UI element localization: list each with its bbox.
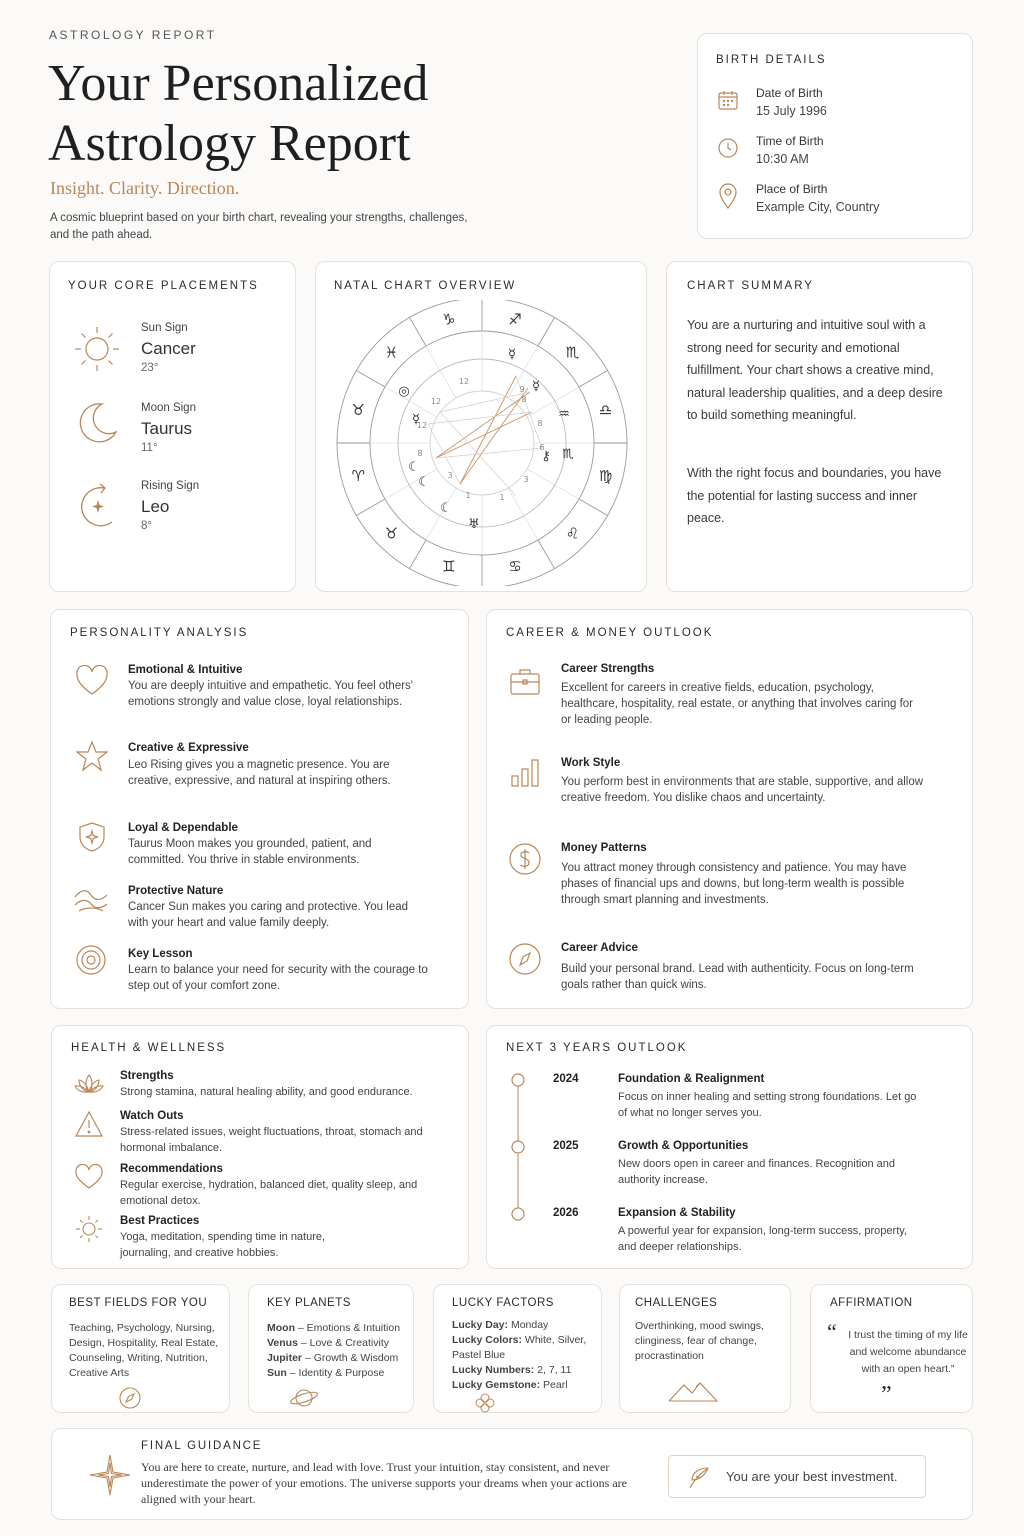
zodiac-sign-glyph: ♈ <box>351 467 366 486</box>
sun-icon <box>72 324 122 374</box>
personality-text-3: Taurus Moon makes you grounded, patient, and committed. You thrive in stable environments. <box>128 838 372 866</box>
challenges-title: CHALLENGES <box>635 1297 718 1309</box>
briefcase-icon <box>509 666 541 696</box>
health-head-3: Recommendations <box>120 1163 223 1175</box>
challenges-card <box>619 1284 791 1413</box>
birth-details-title: BIRTH DETAILS <box>716 54 827 66</box>
chart-summary-card <box>666 261 973 592</box>
career-head-3: Money Patterns <box>561 842 647 854</box>
outlook-text-2: New doors open in career and finances. Recognition and authority increase. <box>618 1158 896 1186</box>
house-number: 8 <box>521 395 527 404</box>
zodiac-sign-glyph: ♑ <box>442 310 456 329</box>
natal-chart-title: NATAL CHART OVERVIEW <box>334 280 517 292</box>
outlook-text-1: Focus on inner healing and setting strong foundations. Let go of what no longer serves you. <box>618 1091 917 1119</box>
outlook-text-3: A powerful year for expansion, long-term success, property, and deeper relationships. <box>618 1225 907 1253</box>
house-number: 8 <box>417 449 423 458</box>
clock-icon <box>716 136 740 160</box>
rising-icon <box>74 480 120 530</box>
planet-glyph: ♅ <box>468 517 480 532</box>
house-number: 12 <box>416 421 428 430</box>
natal-chart-wheel <box>336 300 628 586</box>
compass-small-icon <box>118 1386 142 1410</box>
personality-head-2: Creative & Expressive <box>128 742 249 754</box>
planet-glyph: ☾ <box>408 460 420 475</box>
intro-text: A cosmic blueprint based on your birth chart, revealing your strengths, challenges, and the path ahead. <box>50 212 468 241</box>
challenges-text: Overthinking, mood swings, clinginess, fear of change, procrastination <box>635 1320 764 1362</box>
moon-sign-label: Moon Sign <box>141 402 196 414</box>
rising-sign-value: Leo <box>141 497 170 516</box>
sun-sign-degree: 23° <box>141 362 159 374</box>
house-number: 3 <box>447 471 453 480</box>
warning-icon <box>74 1110 104 1138</box>
lucky-row-1: Lucky Day: Monday <box>452 1319 549 1331</box>
house-divider <box>426 346 456 398</box>
best-fields-title: BEST FIELDS FOR YOU <box>69 1297 208 1309</box>
key-planet-row-1: Moon – Emotions & Intuition <box>267 1322 401 1334</box>
house-divider <box>508 488 538 540</box>
investment-badge-text: You are your best investment. <box>726 1469 898 1484</box>
birth-date-value: 15 July 1996 <box>756 104 827 118</box>
lotus-icon <box>74 1072 104 1096</box>
birth-time-value: 10:30 AM <box>756 152 809 166</box>
birth-date-label: Date of Birth <box>756 86 823 100</box>
planet-glyph: ☿ <box>412 412 420 427</box>
leaf-icon <box>686 1466 710 1490</box>
zodiac-sign-glyph: ♉ <box>384 524 399 543</box>
zodiac-sign-glyph: ♉ <box>351 400 366 419</box>
star-icon <box>75 740 109 772</box>
outlook-card <box>486 1025 973 1269</box>
sign-divider <box>410 317 427 346</box>
birth-time-label: Time of Birth <box>756 134 824 148</box>
final-guidance-title: FINAL GUIDANCE <box>141 1440 263 1452</box>
health-title: HEALTH & WELLNESS <box>71 1042 227 1054</box>
zodiac-sign-glyph: ♌ <box>565 524 580 543</box>
sign-divider <box>579 371 608 388</box>
house-number: 8 <box>537 419 543 428</box>
open-quote-icon: “ <box>827 1319 837 1344</box>
birth-details-card <box>697 33 973 239</box>
sun-sign-value: Cancer <box>141 339 196 358</box>
moon-sign-degree: 11° <box>141 442 158 454</box>
best-fields-text: Teaching, Psychology, Nursing, Design, Hospitality, Real Estate, Counseling, Writing, Nutrition, Creative Arts <box>69 1322 219 1379</box>
chart-summary-title: CHART SUMMARY <box>687 280 814 292</box>
zodiac-sign-glyph: ♐ <box>508 310 522 329</box>
rising-sign-degree: 8° <box>141 520 152 532</box>
personality-head-5: Key Lesson <box>128 948 193 960</box>
natal-chart-card <box>315 261 647 592</box>
saturn-icon <box>289 1386 319 1410</box>
house-number: 9 <box>519 385 525 394</box>
house-number: 3 <box>523 475 529 484</box>
house-divider <box>527 469 579 499</box>
career-title: CAREER & MONEY OUTLOOK <box>506 627 714 639</box>
house-number: 12 <box>458 377 470 386</box>
sparkle-icon <box>88 1453 132 1497</box>
house-number: 12 <box>430 397 442 406</box>
house-number: 1 <box>499 493 505 502</box>
investment-badge <box>668 1455 926 1498</box>
planet-glyph: ♏ <box>562 447 574 462</box>
sign-divider <box>410 540 427 569</box>
career-card <box>486 609 973 1009</box>
page-title: Your Personalized Astrology Report <box>48 55 429 172</box>
planet-glyph: ☿ <box>508 347 516 362</box>
birth-place-value: Example City, Country <box>756 200 880 214</box>
planet-glyph: ☿ <box>532 379 540 394</box>
outlook-title: NEXT 3 YEARS OUTLOOK <box>506 1042 688 1054</box>
core-placements-card <box>49 261 296 592</box>
planet-glyph: ☾ <box>418 475 430 490</box>
zodiac-sign-glyph: ♎ <box>598 400 613 419</box>
zodiac-sign-glyph: ♏ <box>565 343 580 362</box>
affirmation-card <box>810 1284 973 1413</box>
key-planet-row-2: Venus – Love & Creativity <box>267 1337 389 1349</box>
sign-divider <box>356 371 385 388</box>
key-planet-row-4: Sun – Identity & Purpose <box>267 1367 385 1379</box>
tagline: Insight. Clarity. Direction. <box>50 178 240 198</box>
lucky-factors-card <box>433 1284 602 1413</box>
house-number: 6 <box>539 443 545 452</box>
lucky-row-4: Lucky Gemstone: Pearl <box>452 1379 568 1391</box>
planet-glyph: ♒ <box>558 407 570 422</box>
outlook-year-3: 2026 <box>553 1207 579 1219</box>
career-head-1: Career Strengths <box>561 663 655 675</box>
planet-glyph: ◎ <box>398 384 410 399</box>
planet-glyph: ☾ <box>440 501 452 516</box>
final-guidance-text: You are here to create, nurture, and lead with love. Trust your intuition, stay consistent, and never underestimate the power of your emotions. The universe supports your dreams when your actions are aligned with your heart. <box>141 1460 627 1506</box>
house-divider <box>385 387 437 417</box>
eyebrow-label: ASTROLOGY REPORT <box>49 28 217 42</box>
personality-text-1: You are deeply intuitive and empathetic. You feel others' emotions strongly and value close, loyal relationships. <box>128 680 414 708</box>
shield-icon <box>77 821 107 853</box>
target-icon <box>75 944 107 976</box>
personality-text-4: Cancer Sun makes you caring and protective. You lead with your heart and value family deeply. <box>128 901 409 929</box>
health-text-1: Strong stamina, natural healing ability, and good endurance. <box>120 1086 413 1098</box>
sign-divider <box>538 317 555 346</box>
zodiac-sign-glyph: ♓ <box>384 343 399 362</box>
moon-sign-value: Taurus <box>141 419 193 438</box>
rising-sign-label: Rising Sign <box>141 480 200 492</box>
moon-icon <box>74 400 120 446</box>
calendar-icon <box>716 88 740 112</box>
personality-head-4: Protective Nature <box>128 885 224 897</box>
affirmation-text: I trust the timing of my life and welcome abundance with an open heart.” <box>848 1329 968 1375</box>
outlook-year-1: 2024 <box>553 1073 579 1085</box>
career-text-2: You perform best in environments that are stable, supportive, and allow creative freedom. You dislike chaos and uncertainty. <box>561 776 924 804</box>
lucky-factors-title: LUCKY FACTORS <box>452 1297 554 1309</box>
birth-place-label: Place of Birth <box>756 182 828 196</box>
compass-icon <box>508 942 542 976</box>
personality-title: PERSONALITY ANALYSIS <box>70 627 249 639</box>
sign-divider <box>579 499 608 516</box>
sign-divider <box>356 499 385 516</box>
career-head-4: Career Advice <box>561 942 638 954</box>
key-planets-title: KEY PLANETS <box>267 1297 351 1309</box>
zodiac-sign-glyph: ♊ <box>442 557 456 576</box>
health-card <box>51 1025 469 1269</box>
waves-icon <box>73 885 109 915</box>
final-guidance-card <box>51 1428 973 1520</box>
core-placements-title: YOUR CORE PLACEMENTS <box>68 280 259 292</box>
outlook-head-1: Foundation & Realignment <box>618 1073 765 1085</box>
health-head-1: Strengths <box>120 1070 174 1082</box>
chart-summary-paragraph-2: With the right focus and boundaries, you have the potential for lasting success and inner peace. <box>687 466 942 526</box>
outlook-head-2: Growth & Opportunities <box>618 1140 749 1152</box>
personality-head-1: Emotional & Intuitive <box>128 664 243 676</box>
personality-head-3: Loyal & Dependable <box>128 822 238 834</box>
location-pin-icon <box>716 182 740 210</box>
career-text-3: You attract money through consistency and patience. You may have phases of financial ups and downs, but long-term wealth is possible through smart planning and investments. <box>561 862 907 906</box>
bar-chart-icon <box>509 756 541 788</box>
lucky-row-3: Lucky Numbers: 2, 7, 11 <box>452 1364 572 1376</box>
career-text-1: Excellent for careers in creative fields, education, psychology, healthcare, hospitality, real estate, or anything that involves caring for or leading people. <box>561 682 914 726</box>
timeline-line <box>509 1072 527 1222</box>
health-head-2: Watch Outs <box>120 1110 184 1122</box>
mountain-icon <box>668 1379 718 1403</box>
key-planet-row-3: Jupiter – Growth & Wisdom <box>267 1352 399 1364</box>
heart-outline-icon <box>74 1164 104 1190</box>
zodiac-sign-glyph: ♍ <box>598 467 613 486</box>
house-number: 1 <box>465 491 471 500</box>
career-head-2: Work Style <box>561 757 621 769</box>
affirmation-title: AFFIRMATION <box>830 1297 913 1309</box>
best-fields-card <box>51 1284 230 1413</box>
health-head-4: Best Practices <box>120 1215 200 1227</box>
personality-text-5: Learn to balance your need for security with the courage to step out of your comfort zone. <box>128 964 428 992</box>
health-text-4: Yoga, meditation, spending time in nature, journaling, and creative hobbies. <box>120 1231 326 1259</box>
sun-sign-label: Sun Sign <box>141 322 188 334</box>
zodiac-sign-glyph: ♋ <box>508 557 522 576</box>
heart-icon <box>75 665 109 697</box>
lucky-row-2: Lucky Colors: White, Silver, Pastel Blue <box>452 1334 587 1361</box>
health-text-2: Stress-related issues, weight fluctuations, throat, stomach and hormonal imbalance. <box>120 1126 423 1154</box>
outlook-head-3: Expansion & Stability <box>618 1207 736 1219</box>
sun-small-icon <box>74 1214 104 1244</box>
personality-card <box>50 609 469 1009</box>
sign-divider <box>538 540 555 569</box>
clover-icon <box>474 1393 496 1413</box>
outlook-year-2: 2025 <box>553 1140 579 1152</box>
planet-glyph: ⚷ <box>541 449 551 464</box>
chart-summary-paragraph-1: You are a nurturing and intuitive soul with a strong need for security and emotional fulfillment. Your chart shows a creative mind, natural leadership qualities, and a deep desire to build something meaningful. <box>687 318 943 423</box>
close-quote-icon: ” <box>881 1382 892 1408</box>
dollar-icon <box>508 842 542 876</box>
personality-text-2: Leo Rising gives you a magnetic presence. You are creative, expressive, and natural at inspiring others. <box>128 759 391 787</box>
career-text-4: Build your personal brand. Lead with authenticity. Focus on long-term goals rather than quick wins. <box>561 963 914 991</box>
health-text-3: Regular exercise, hydration, balanced diet, quality sleep, and emotional detox. <box>120 1179 418 1207</box>
key-planets-card <box>248 1284 414 1413</box>
